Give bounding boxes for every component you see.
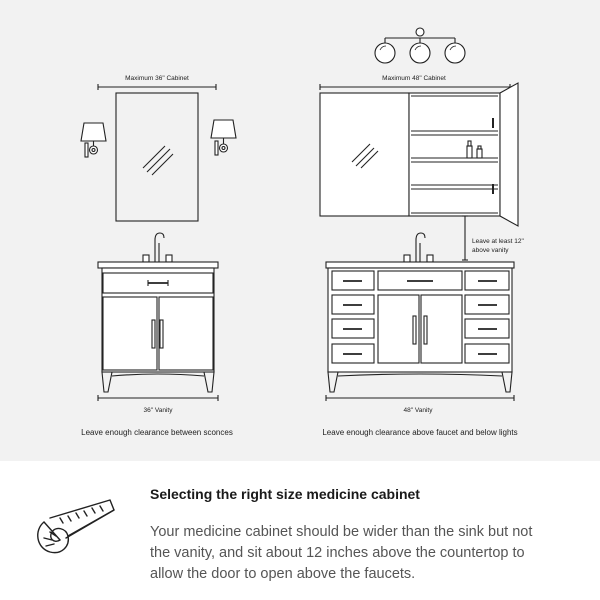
left-cabinet-dimension	[98, 84, 216, 90]
left-vanity-dimension	[98, 395, 218, 401]
measuring-tape-icon	[30, 490, 120, 580]
clearance-indicator	[462, 216, 468, 260]
right-medicine-cabinet	[320, 83, 518, 226]
right-cabinet-dimension	[320, 84, 510, 90]
info-heading: Selecting the right size medicine cabinet	[150, 486, 420, 502]
left-caption: Leave enough clearance between sconces	[81, 428, 233, 437]
info-body: Your medicine cabinet should be wider than the sink but not the vanity, and sit about 12 inches above the countertop to allow the door to open above the faucets.	[150, 524, 533, 582]
left-cabinet-label: Maximum 36" Cabinet	[125, 75, 189, 82]
left-medicine-cabinet	[116, 93, 198, 221]
right-faucet	[400, 233, 438, 262]
left-faucet	[140, 233, 176, 262]
left-vanity	[98, 262, 218, 392]
left-sconce	[81, 123, 106, 157]
right-sconce	[211, 120, 236, 155]
clearance-label-line2: above vanity	[472, 247, 509, 254]
right-diagram	[320, 28, 525, 437]
left-diagram	[81, 75, 236, 437]
right-caption: Leave enough clearance above faucet and below lights	[322, 428, 518, 437]
right-cabinet-label: Maximum 48" Cabinet	[382, 75, 446, 82]
right-vanity-dimension	[326, 395, 514, 401]
left-vanity-label: 36" Vanity	[143, 407, 173, 414]
left-mirror-glare	[143, 146, 173, 175]
light-fixture	[375, 28, 465, 63]
right-vanity-label: 48" Vanity	[403, 407, 433, 414]
right-vanity	[326, 262, 514, 392]
clearance-label-line1: Leave at least 12"	[472, 238, 524, 245]
